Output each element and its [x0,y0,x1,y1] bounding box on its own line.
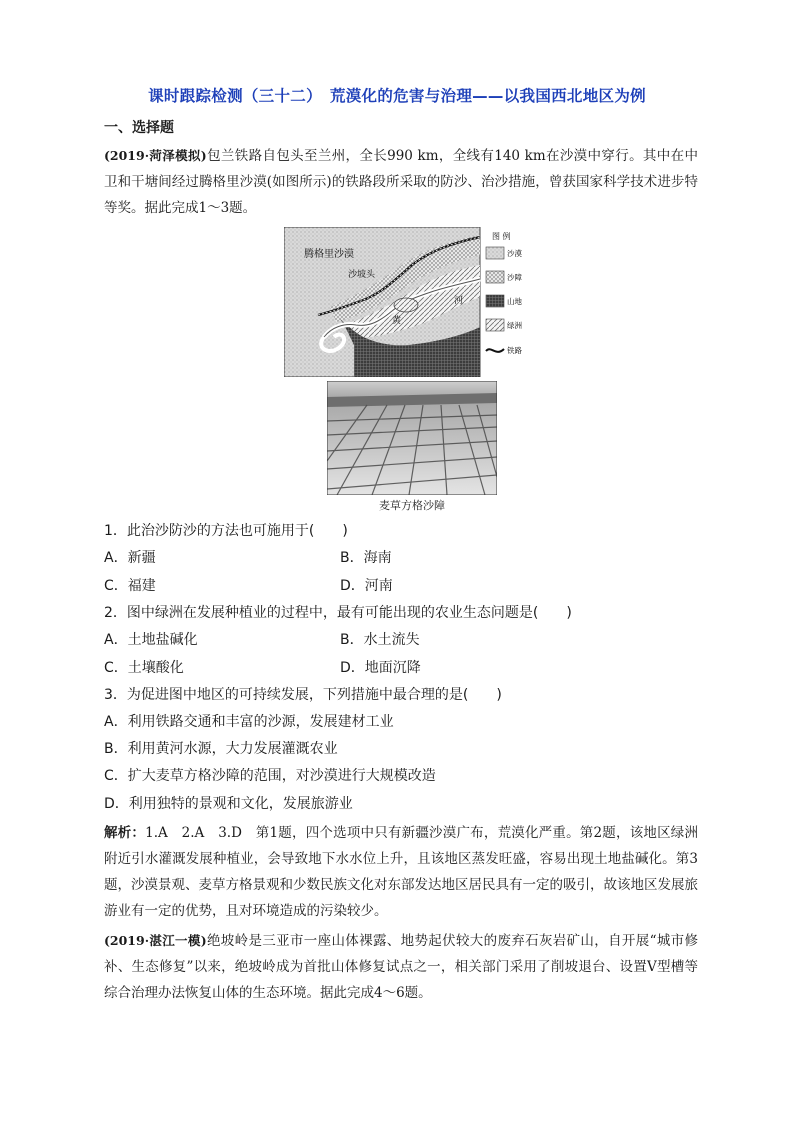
question-2-stem: 2．图中绿洲在发展种植业的过程中，最有可能出现的农业生态问题是( ) [104,605,572,621]
straw-checkerboard-photo [327,381,497,495]
legend-swatch-mountain [486,295,504,307]
map-svg [284,227,524,377]
question-3-option-a[interactable]: A．利用铁路交通和丰富的沙源，发展建材工业 [104,714,394,730]
section-heading: 一、选择题 [104,120,174,136]
question-2-option-d[interactable]: D．地面沉降 [340,660,421,676]
question-3-option-b[interactable]: B．利用黄河水源，大力发展灌溉农业 [104,741,338,757]
analysis-label: 解析： [104,825,146,841]
question-1-option-a[interactable]: A．新疆 [104,550,156,566]
map-label-place: 沙坡头 [348,270,376,280]
legend-item-oasis: 绿洲 [507,321,522,330]
photo-caption: 麦草方格沙障 [379,499,445,512]
legend-item-mountain: 山地 [507,297,522,306]
intro-paragraph-1 [104,143,698,221]
photo-svg [327,381,497,495]
question-3-option-c[interactable]: C．扩大麦草方格沙障的范围，对沙漠进行大规模改造 [104,768,436,784]
legend-item-desert: 沙漠 [507,249,522,258]
intro-text: 包兰铁路自包头至兰州，全长990 km，全线有140 km在沙漠中穿行。其中在中卫和干塘间经过腾格里沙漠(如图所示)的铁路段所采取的防沙、治沙措施，曾获国家科学技术进步特等奖。据此完成1～3题。 [104,148,698,216]
question-2-option-b[interactable]: B．水土流失 [340,632,420,648]
map-label-desert: 腾格里沙漠 [304,249,354,260]
question-1-stem: 1．此治沙防沙的方法也可施用于( ) [104,523,348,539]
legend-swatch-oasis [486,319,504,331]
legend-item-barrier: 沙障 [507,273,522,282]
intro-text-2: 绝坡岭是三亚市一座山体裸露、地势起伏较大的废弃石灰岩矿山，自开展“城市修补、生态修复”以来，绝坡岭成为首批山体修复试点之一，相关部门采用了削坡退台、设置V型槽等综合治理办法恢复山体的生态环境。据此完成4～6题。 [104,933,698,1001]
source-tag-2: (2019·湛江一模) [104,933,207,948]
legend-swatch-desert [486,247,504,259]
railway-map-figure [284,227,524,377]
question-1-option-b[interactable]: B．海南 [340,550,392,566]
analysis-text: 1.A 2.A 3.D 第1题，四个选项中只有新疆沙漠广布，荒漠化严重。第2题，该地区绿洲附近引水灌溉发展种植业，会导致地下水水位上升，且该地区蒸发旺盛，容易出现土地盐碱化。第3题，沙漠景观、麦草方格景观和少数民族文化对东部发达地区居民具有一定的吸引，故该地区发展旅游业有一定的优势，且对环境造成的污染较少。 [104,825,699,919]
page-title: 课时跟踪检测（三十二） 荒漠化的危害与治理——以我国西北地区为例 [148,87,646,105]
question-2-option-c[interactable]: C．土壤酸化 [104,660,184,676]
source-tag: (2019·菏泽模拟) [104,148,207,163]
legend-swatch-railway [486,349,504,352]
question-1-option-c[interactable]: C．福建 [104,578,156,594]
map-label-river-2: 河 [454,296,464,306]
question-3-option-d[interactable]: D．利用独特的景观和文化，发展旅游业 [104,796,353,812]
question-2-option-a[interactable]: A．土地盐碱化 [104,632,198,648]
question-3-stem: 3．为促进图中地区的可持续发展，下列措施中最合理的是( ) [104,687,502,703]
intro-paragraph-2 [104,928,698,1006]
legend-title: 图 例 [492,232,511,241]
analysis-paragraph [104,820,698,924]
question-1-option-d[interactable]: D．河南 [340,578,393,594]
map-label-river-1: 黄 [392,316,402,326]
legend-item-railway: 铁路 [507,346,522,355]
legend-swatch-barrier [486,271,504,283]
